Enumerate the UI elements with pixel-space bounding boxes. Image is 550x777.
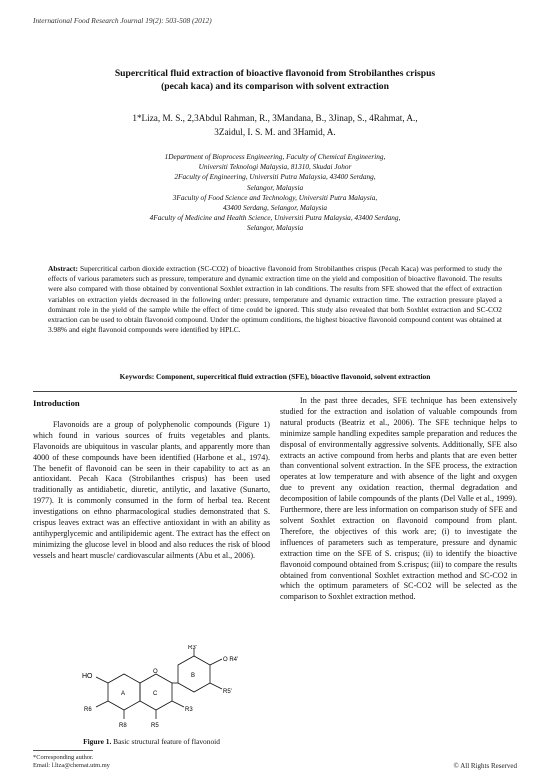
section-divider	[33, 391, 517, 392]
label-r6: R6	[84, 707, 92, 713]
paper-title	[60, 67, 490, 93]
title-line-2: (pecah kaca) and its comparison with solvent extraction	[161, 81, 389, 92]
affiliation-line: Selangor, Malaysia	[246, 182, 304, 192]
left-column	[33, 398, 270, 562]
authors-line-2: 3Zaidul, I. S. M. and 3Hamid, A.	[214, 127, 336, 137]
intro-paragraph: Flavonoids are a group of polyphenolic compounds (Figure 1) which found in various sources of fruits vegetables and plants. Flavonoids are ubiquitous in vascular plants, and apparently more than 4000 of these compounds have been identified (Harbone et al., 1974). The benefit of flavonoid can be seen in their capability to act as an antioxidant. Pecah Kaca (Strobilanthes crispus) has been used traditionally as antidiabetic, diuretic, antilytic, and laxative (Sunarto, 1977). It is commonly consumed in the form of herbal tea. Recent investigations on ethno pharmacological studies demonstrated that S. crispus leaves extract was an effective antioxidant in with an ability as antihyperglycemic and antilipidemic agent. The extract has the effect on minimizing the glucose level in blood and also reduces the risk of blood vessels and heart muscle/ cardiovascular ailments (Abu et al., 2006).	[33, 419, 270, 560]
figure-caption-label: Figure 1.	[83, 737, 112, 746]
footnote-divider	[33, 750, 93, 751]
footnote	[33, 754, 110, 771]
introduction-heading: Introduction	[33, 398, 80, 408]
title-line-1: Supercritical fluid extraction of bioactive flavonoid from Strobilanthes crispus	[114, 68, 436, 79]
affiliation-line: 3Faculty of Food Science and Technology, Universiti Putra Malaysia,	[172, 192, 378, 202]
label-r3: R3	[185, 707, 193, 713]
affiliation-line: 43400 Serdang, Selangor, Malaysia	[222, 203, 328, 213]
label-ring-b: B	[191, 673, 196, 679]
authors-line-1: 1*Liza, M. S., 2,3Abdul Rahman, R., 3Mandana, B., 3Jinap, S., 4Rahmat, A.,	[132, 113, 418, 123]
label-ring-c: C	[153, 691, 158, 697]
intro-paragraph-continued: In the past three decades, SFE technique has been extensively studied for the extraction and isolation of valuable compounds from natural products (Beatriz et al., 2006). The SFE technique helps to minimize sample handling expedites sample preparation and reduces the disposal of environmentally aggressive solvents. Additionally, SFE also extracts an active compound from herbs and plants that are even better than conventional solvent extraction. In the SFE process, the extraction operates at low temperature and with absence of the light and oxygen due to prevent any oxidation reaction, thermal degradation and decomposition of labile compounds of the plants (Del Valle et al., 1999). Furthermore, there are less information on comparison study of SFE and solvent Soxhlet extraction on flavonoid compound from plant. Therefore, the objectives of this work are; (i) to investigate the influences of parameters such as temperature, pressure and dynamic extraction time on the SFE of S. crispus; (ii) to identify the bioactive flavonoid compound obtained from S.crispus; (iii) to compare the results obtained from conventional Soxhlet extraction method and SC-CO2 in which the optimum parameters of SC-CO2 will be selected as the comparison to Soxhlet extraction method.	[280, 396, 517, 602]
label-r3prime: R3'	[188, 645, 197, 651]
label-r5prime: R5'	[223, 689, 232, 695]
author-email: Email: l.liza@chemat.utm.my	[33, 762, 110, 770]
corresponding-author: *Corresponding author.	[33, 754, 94, 761]
flavonoid-structure-figure	[80, 645, 250, 735]
abstract	[48, 264, 502, 335]
label-or4prime: O R4'	[223, 657, 239, 663]
affiliation-line: Selangor, Malaysia	[246, 223, 304, 233]
label-ho: HO	[82, 673, 93, 680]
figure-caption	[33, 737, 270, 746]
affiliation-line: Universiti Teknologi Malaysia, 81310, Skudai Johor	[198, 162, 352, 172]
keywords: Keywords: Component, supercritical fluid extraction (SFE), bioactive flavonoid, solvent extraction	[119, 372, 431, 381]
affiliation-line: 2Faculty of Engineering, Universiti Putra Malaysia, 43400 Serdang,	[174, 172, 376, 182]
label-r8: R8	[119, 723, 127, 729]
figure-caption-text: Basic structural feature of flavonoid	[113, 737, 220, 746]
label-ring-a: A	[121, 691, 126, 697]
affiliation-line: 4Faculty of Medicine and Health Science, Universiti Putra Malaysia, 43400 Serdang,	[149, 213, 401, 223]
label-r5: R5	[151, 723, 159, 729]
abstract-text: Supercritical carbon dioxide extraction (SC-CO2) of bioactive flavonoid from Strobilanthes crispus (Pecah Kaca) was performed to study the effects of various parameters such as pressure, temperature and dynamic extraction time on the yield and composition of bioactive flavonoid. The results were also compared with those obtained by conventional Soxhlet extraction in lab conditions. The results from SFE showed that the effect of extraction variables on extraction yields decreased in the following order: pressure, temperature and dynamic extraction time. The extraction pressure played a dominant role in the yield of the sample while the effect of time could be ignored. This study also revealed that both Soxhlet extraction and SC-CO2 extraction can be used to obtain flavonoid compound. Under the optimum conditions, the highest bioactive flavonoid compound content was obtained at 3.98% and eight flavonoid compounds were identified by HPLC.	[48, 264, 502, 335]
abstract-label: Abstract:	[48, 264, 78, 273]
journal-header: International Food Research Journal 19(2): 503-508 (2012)	[33, 16, 212, 25]
copyright-notice: © All Rights Reserved	[453, 762, 517, 770]
right-column	[280, 396, 517, 603]
affiliations	[60, 152, 490, 234]
author-list	[60, 111, 490, 139]
affiliation-line: 1Department of Bioprocess Engineering, Faculty of Chemical Engineering,	[164, 152, 386, 161]
label-oxygen: O	[153, 669, 158, 675]
